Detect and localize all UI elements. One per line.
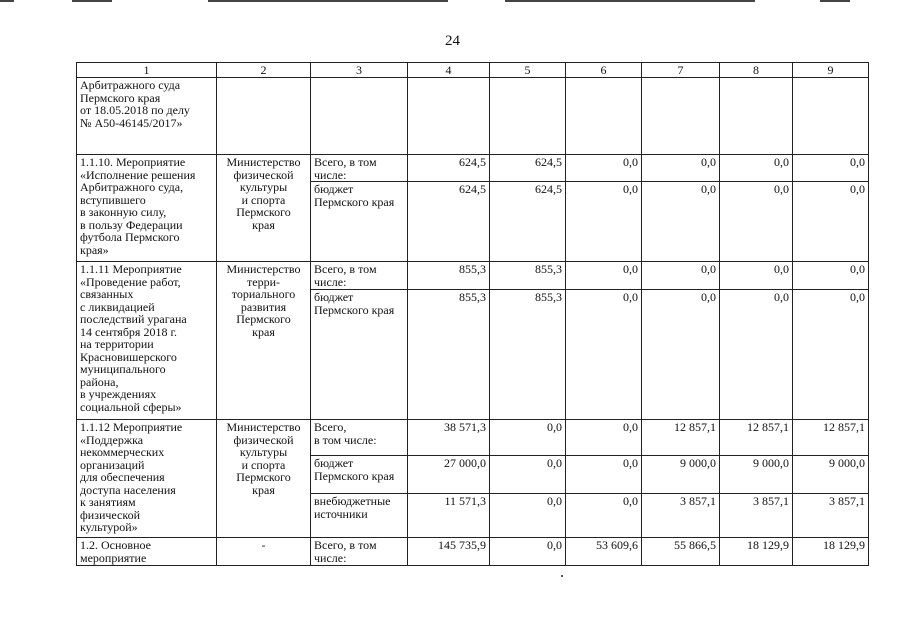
- amount-cell: 0,0: [566, 494, 642, 538]
- amount-cell: 855,3: [408, 290, 490, 420]
- amount-cell: 855,3: [408, 262, 490, 290]
- amount-cell: 0,0: [642, 262, 720, 290]
- amount-cell: 3 857,1: [642, 494, 720, 538]
- top-edge-mark: [0, 0, 14, 2]
- empty-cell: [408, 78, 490, 155]
- empty-cell: [566, 78, 642, 155]
- amount-cell: 12 857,1: [642, 420, 720, 456]
- amount-cell: 12 857,1: [720, 420, 793, 456]
- responsible-organization: Министерство терри- ториального развития Пермского края: [217, 262, 311, 420]
- funding-source: бюджет Пермского края: [311, 456, 408, 494]
- column-number: 6: [566, 63, 642, 78]
- funding-source: внебюджетные источники: [311, 494, 408, 538]
- funding-source: Всего, в том числе:: [311, 538, 408, 566]
- table-row: [77, 538, 869, 566]
- amount-cell: 9 000,0: [642, 456, 720, 494]
- amount-cell: 624,5: [408, 182, 490, 262]
- amount-cell: 12 857,1: [793, 420, 869, 456]
- amount-cell: 0,0: [566, 456, 642, 494]
- amount-cell: 0,0: [490, 420, 566, 456]
- funding-source: Всего, в том числе:: [311, 155, 408, 182]
- amount-cell: 38 571,3: [408, 420, 490, 456]
- amount-cell: 855,3: [490, 290, 566, 420]
- scan-dot: [561, 575, 563, 577]
- funding-source: бюджет Пермского края: [311, 182, 408, 262]
- amount-cell: 0,0: [566, 155, 642, 182]
- funding-source: Всего, в том числе:: [311, 262, 408, 290]
- amount-cell: 3 857,1: [720, 494, 793, 538]
- activity-name: 1.1.11 Мероприятие «Проведение работ, связанных с ликвидацией последствий урагана 14 сентября 2018 г. на территории Красновишерского муниципального района, в учреждениях социальной сферы»: [77, 262, 217, 420]
- amount-cell: 0,0: [642, 290, 720, 420]
- amount-cell: 0,0: [720, 290, 793, 420]
- top-edge-mark: [820, 0, 850, 2]
- amount-cell: 0,0: [566, 182, 642, 262]
- column-number: 5: [490, 63, 566, 78]
- budget-table: [76, 62, 869, 566]
- amount-cell: 624,5: [490, 155, 566, 182]
- amount-cell: 27 000,0: [408, 456, 490, 494]
- amount-cell: 3 857,1: [793, 494, 869, 538]
- table-row: [77, 262, 869, 290]
- amount-cell: 53 609,6: [566, 538, 642, 566]
- amount-cell: 624,5: [408, 155, 490, 182]
- responsible-organization: Министерство физической культуры и спорта Пермского края: [217, 155, 311, 262]
- amount-cell: 855,3: [490, 262, 566, 290]
- amount-cell: 11 571,3: [408, 494, 490, 538]
- activity-name: Арбитражного суда Пермского края от 18.05.2018 по делу № А50-46145/2017»: [77, 78, 217, 155]
- amount-cell: 9 000,0: [793, 456, 869, 494]
- top-edge-mark: [72, 0, 112, 2]
- amount-cell: 0,0: [720, 182, 793, 262]
- amount-cell: 0,0: [642, 182, 720, 262]
- column-number: 2: [217, 63, 311, 78]
- amount-cell: 18 129,9: [720, 538, 793, 566]
- column-number: 7: [642, 63, 720, 78]
- responsible-organization: Министерство физической культуры и спорта Пермского края: [217, 420, 311, 538]
- amount-cell: 624,5: [490, 182, 566, 262]
- column-number: 9: [793, 63, 869, 78]
- table-row: [77, 78, 869, 155]
- empty-cell: [217, 78, 311, 155]
- responsible-organization: -: [217, 538, 311, 566]
- column-number: 8: [720, 63, 793, 78]
- amount-cell: 0,0: [642, 155, 720, 182]
- column-number: 3: [311, 63, 408, 78]
- amount-cell: 0,0: [793, 182, 869, 262]
- page-number: 24: [445, 33, 460, 49]
- empty-cell: [311, 78, 408, 155]
- amount-cell: 145 735,9: [408, 538, 490, 566]
- top-edge-mark: [208, 0, 448, 2]
- amount-cell: 0,0: [793, 290, 869, 420]
- amount-cell: 0,0: [793, 155, 869, 182]
- column-number: 4: [408, 63, 490, 78]
- amount-cell: 0,0: [720, 155, 793, 182]
- activity-name: 1.1.12 Мероприятие «Поддержка некоммерческих организаций для обеспечения доступа населения к занятиям физической культурой»: [77, 420, 217, 538]
- amount-cell: 0,0: [566, 290, 642, 420]
- table-row: [77, 420, 869, 456]
- funding-source: бюджет Пермского края: [311, 290, 408, 420]
- amount-cell: 18 129,9: [793, 538, 869, 566]
- activity-name: 1.2. Основное мероприятие: [77, 538, 217, 566]
- amount-cell: 0,0: [793, 262, 869, 290]
- amount-cell: 0,0: [490, 538, 566, 566]
- amount-cell: 55 866,5: [642, 538, 720, 566]
- amount-cell: 0,0: [720, 262, 793, 290]
- amount-cell: 0,0: [566, 262, 642, 290]
- empty-cell: [642, 78, 720, 155]
- empty-cell: [720, 78, 793, 155]
- column-number: 1: [77, 63, 217, 78]
- empty-cell: [490, 78, 566, 155]
- column-number-row: [77, 63, 869, 78]
- funding-source: Всего, в том числе:: [311, 420, 408, 456]
- activity-name: 1.1.10. Мероприятие «Исполнение решения Арбитражного суда, вступившего в законную силу, в пользу Федерации футбола Пермского края»: [77, 155, 217, 262]
- empty-cell: [793, 78, 869, 155]
- amount-cell: 0,0: [490, 456, 566, 494]
- amount-cell: 0,0: [490, 494, 566, 538]
- amount-cell: 0,0: [566, 420, 642, 456]
- amount-cell: 9 000,0: [720, 456, 793, 494]
- top-edge-mark: [505, 0, 755, 2]
- table-row: [77, 155, 869, 182]
